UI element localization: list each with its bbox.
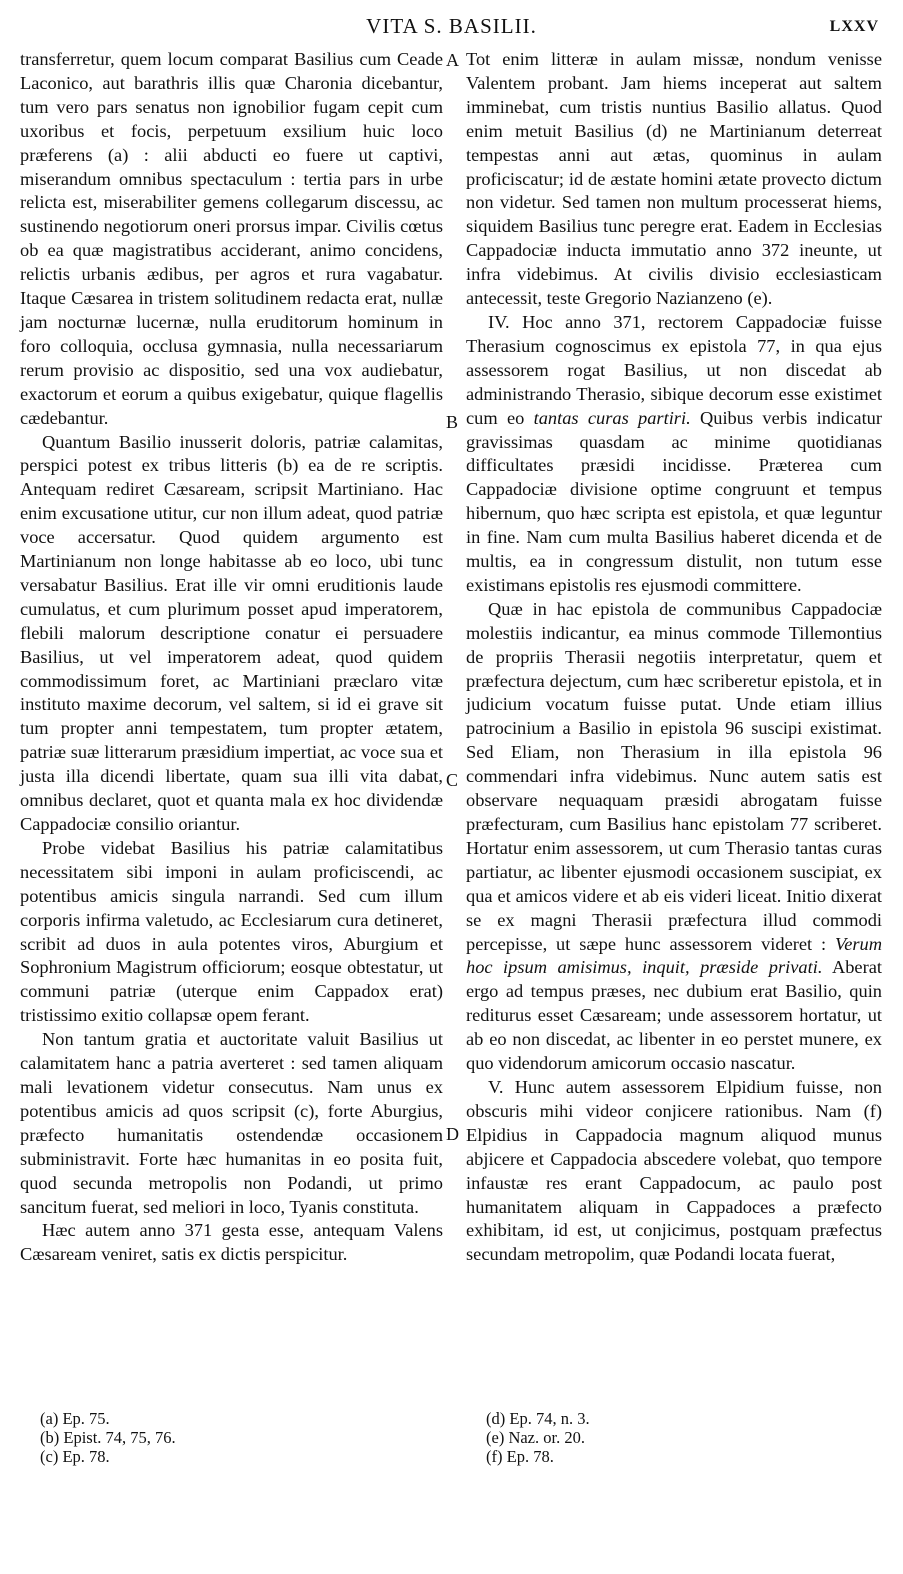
paragraph-text: IV. Hoc anno 371, rectorem Cappadociæ fuisse Therasium cognoscimus ex epistola 77, in qua ejus assessorem rogat Basilius, ut non discedat ab administrando Therasio, sibique decorum esse existimet cum eo [466, 311, 882, 428]
margin-marker-a: A [446, 50, 459, 70]
paragraph: transferretur, quem locum comparat Basilius cum Ceade Laconico, aut barathris illis quæ Charonia dicebantur, tum vero pars senatus non ignobilior fugam cepit cum uxoribus et focis, perpetuum exsilium huic loco præferens (a) : alii abducti eo fuere ut captivi, miserandum omnibus spectaculum : tertia pars in urbe relicta est, miserabiliter gemens collegarum discessu, ac sustinendo negotiorum oneri prorsus impar. Civilis cœtus ob ea quæ magistratibus acciderant, animo concidens, relictis urbanis ædibus, per agros et rura vagabatur. Itaque Cæsarea in tristem solitudinem redacta erat, nullæ jam nocturnæ lucernæ, nulla eruditorum hominum in foro colloquia, occlusa gymnasia, nulla necessariarum rerum provisio ac dispositio, sed una vox audiebatur, exactorum et eorum a quibus exigebatur, quique flagellis cædebantur. [20, 49, 443, 428]
page-header [20, 14, 883, 44]
footnote: (e) Naz. or. 20. [486, 1428, 585, 1447]
paragraph: Quantum Basilio inusserit doloris, patriæ calamitas, perspici potest ex tribus litteris (b) ea de re scriptis. Antequam rediret Cæsaream, scripsit Martiniano. Hac enim excusatione utitur, cur non illum adeat, quod patriæ voce accersatur. Quod quidem argumento est Martinianum non longe habitasse ab eo loco, ubi tunc versabatur Basilius. Erat ille vir omni eruditionis laude cumulatus, et cum plurimum posset apud imperatorem, flebili malorum descriptione conatur ei persuadere Basilius, ut vel imperatorem adeat, quod quidem commodissimum foret, ac Martiniani præclaro vitæ instituto maxime decorum, vel saltem, si id ei grave sit tum propter anni tempestatem, tum propter ætatem, patriæ suæ litterarum præsidium impertiat, ac voce sua et justa illa dicendi libertate, quam sua illi vita dabat, omnibus declaret, quot et quanta mala ex hoc dividendæ Cappadociæ consilio oriantur. [20, 431, 443, 834]
right-column [466, 48, 882, 1267]
quoted-phrase: Verum hoc ipsum amisimus, inquit, præside privati. [466, 933, 882, 978]
footnote: (f) Ep. 78. [486, 1447, 554, 1466]
paragraph: Tot enim litteræ in aulam missæ, nondum venisse Valentem probant. Jam hiems inceperat aut saltem imminebat, cum tristis nuntius Basilio allatus. Quod enim metuit Basilius (d) ne Martinianum deterreat tempestas anni aut ætas, quominus in aulam proficiscatur; id de æstate homini ætate provecto dictum non videtur. Sed tamen non multum processerat hiems, siquidem Basilius tunc peregre erat. Eadem in Ecclesias Cappadociæ inducta immutatio anno 372 ineunte, ut infra videbimus. At civilis divisio ecclesiasticam antecessit, teste Gregorio Nazianzeno (e). [466, 49, 882, 309]
footnote: (c) Ep. 78. [40, 1447, 110, 1466]
quoted-phrase: tantas curas partiri. [533, 407, 691, 428]
margin-marker-d: D [446, 1124, 459, 1144]
footnote: (d) Ep. 74, n. 3. [486, 1409, 590, 1428]
paragraph: Non tantum gratia et auctoritate valuit Basilius ut calamitatem hanc a patria averteret : sed tamen aliquam mali levationem videtur consecutus. Nam unus ex potentibus amicis ad quos scripsit (c), forte Aburgius, præfecto humanitatis ostendendæ occasionem subministravit. Forte hæc humanitas in eo posita fuit, quod secunda metropolis non Podandi, ut primo sancitum fuerat, sed meliori in loco, Tyanis constituta. [20, 1029, 443, 1217]
running-title: VITA S. BASILII. [366, 14, 537, 38]
paragraph [466, 311, 882, 598]
paragraph-text: Quæ in hac epistola de communibus Cappadociæ molestiis indicantur, ea minus commode Tillemontius de propriis Therasii negotiis interpretatur, quem et præfectura dejectum, cum hæc scriberetur epistola, et in judicium vocatum fuisse putat. Unde etiam illius patrocinium a Basilio in epistola 96 suscipi existimat. Sed Eliam, non Therasium in illa epistola 96 commendari infra videbimus. Nunc autem satis est observare nequaquam præsidi abrogatam fuisse præfecturam, cum Basilius hanc epistolam 77 scriberet. Hortatur enim assessorem, ut cum Therasio tantas curas partiatur, ac libenter ejusmodi occasionem suscipiat, ex qua et amicos videre et ab eis videri liceat. Initio dixerat se ex magni Therasii præfectura illud commodi percepisse, ut sæpe hunc assessorem videret : [466, 598, 882, 954]
footnote: (a) Ep. 75. [40, 1409, 110, 1428]
footnotes-left [40, 1409, 176, 1466]
footnote: (b) Epist. 74, 75, 76. [40, 1428, 176, 1447]
margin-marker-b: B [446, 412, 459, 432]
left-column [20, 48, 443, 1267]
paragraph [466, 598, 882, 1076]
paragraph: Hæc autem anno 371 gesta esse, antequam Valens Cæsaream veniret, satis ex dictis perspicitur. [20, 1220, 443, 1265]
page-number: LXXV [829, 18, 879, 35]
paragraph-text: Quibus verbis indicatur gravissimas quasdam ac minime quotidianas difficultates præsidi incidisse. Præterea cum Cappadociæ divisione optime congruunt et tempus hibernum, quo hæc scripta est epistola, et quæ leguntur in fine. Nam cum multa Basilius haberet dicenda et de multis, ea in congressum distulit, non tutum esse existimans epistolis res ejusmodi committere. [466, 407, 882, 595]
footnotes-right [486, 1409, 590, 1466]
margin-marker-c: C [446, 770, 459, 790]
paragraph: Probe videbat Basilius his patriæ calamitatibus necessitatem sibi imponi in aulam proficiscendi, ac potentibus amicis singula narrandi. Sed cum illum corporis infirma valetudo, ac Ecclesiarum cura detineret, scribit ad duos in aula potentes viros, Aburgium et Sophronium Magistrum officiorum; eosque obtestatur, ut communi patriæ (uterque enim Cappadox erat) tristissimo exitio collapsæ opem ferant. [20, 837, 443, 1026]
paragraph-text: Aberat ergo ad tempus præses, nec dubium erat Basilio, quin rediturus esset Cæsaream; unde assessorem hortatur, ut ab eo non discedat, ac libenter in eo perstet munere, ex quo videndorum amicorum occasio nascatur. [466, 957, 882, 1074]
paragraph: V. Hunc autem assessorem Elpidium fuisse, non obscuris mihi videor conjicere rationibus. Nam (f) Elpidius in Cappadocia magnum aliquod munus abjicere et Cappadocia abscedere volebat, quo tempore infaustæ res erant Cappadocum, ac paulo post humanitatem aliquam in Cappadoces a præfecto exhibitam, id est, ut conjicimus, postquam præfectus secundam metropolim, quæ Podandi locata fuerat, [466, 1076, 882, 1265]
